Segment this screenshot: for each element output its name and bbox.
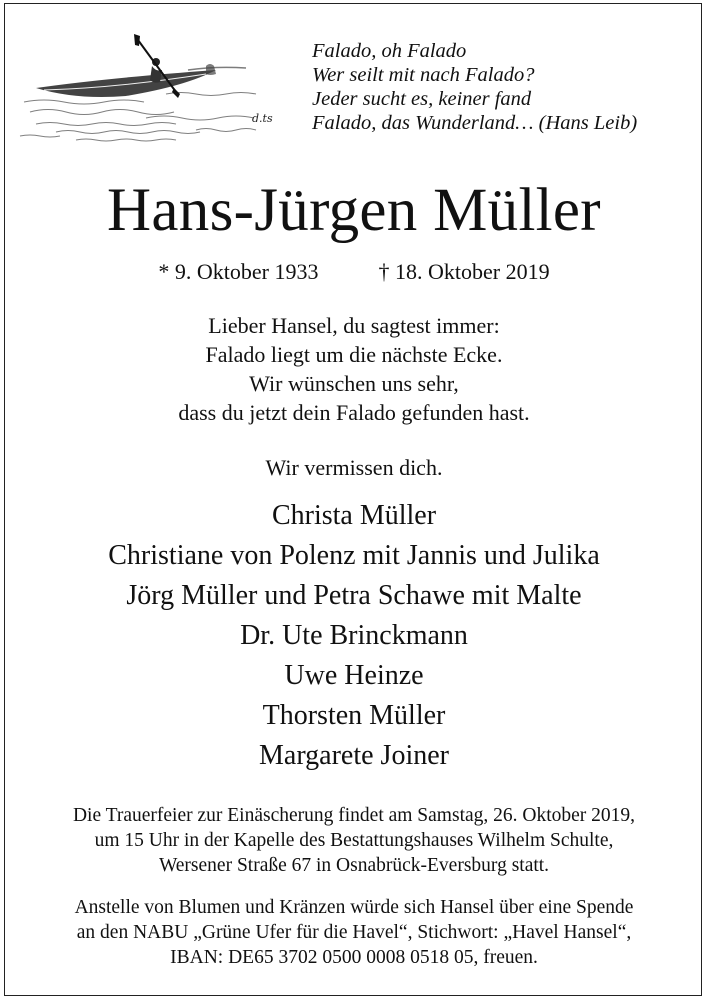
artist-signature: d.ts xyxy=(252,112,273,125)
mourner-name: Thorsten Müller xyxy=(262,700,446,731)
poem-line: Jeder sucht es, keiner fand xyxy=(312,88,532,110)
mourner-name: Christiane von Polenz mit Jannis und Julika xyxy=(108,540,600,571)
donation-line: an den NABU „Grüne Ufer für die Havel“, Stichwort: „Havel Hansel“, xyxy=(76,922,632,943)
death-date: † 18. Oktober 2019 xyxy=(378,259,550,284)
life-dates xyxy=(0,258,708,286)
birth-date: * 9. Oktober 1933 xyxy=(158,259,319,284)
quote-line: Lieber Hansel, du sagtest immer: xyxy=(208,313,500,338)
mourner-name: Uwe Heinze xyxy=(284,660,424,691)
miss-you-text: Wir vermissen dich. xyxy=(265,455,443,480)
poem-line: Falado, oh Falado xyxy=(312,40,467,62)
kayak-sketch-icon xyxy=(16,30,278,150)
mourner-name: Christa Müller xyxy=(271,500,437,531)
service-line: Wersener Straße 67 in Osnabrück-Eversburg statt. xyxy=(158,855,550,876)
quote-line: dass du jetzt dein Falado gefunden hast. xyxy=(178,400,530,425)
mourner-name: Margarete Joiner xyxy=(259,740,449,771)
mourners-list xyxy=(0,496,708,776)
service-line: Die Trauerfeier zur Einäscherung findet am Samstag, 26. Oktober 2019, xyxy=(72,805,636,826)
quote-line: Falado liegt um die nächste Ecke. xyxy=(205,342,503,367)
farewell-quote xyxy=(0,311,708,427)
poem-block xyxy=(312,39,702,135)
poem-line: Wer seilt mit nach Falado? xyxy=(312,64,535,86)
quote-line: Wir wünschen uns sehr, xyxy=(249,371,459,396)
mourner-name: Jörg Müller und Petra Schawe mit Malte xyxy=(126,580,582,611)
funeral-service-info xyxy=(0,803,708,878)
poem-line: Falado, das Wunderland… (Hans Leib) xyxy=(312,112,638,134)
mourner-name: Dr. Ute Brinckmann xyxy=(240,620,468,651)
donation-line: Anstelle von Blumen und Kränzen würde sich Hansel über eine Spende xyxy=(74,897,634,918)
deceased-name: Hans-Jürgen Müller xyxy=(107,177,601,244)
donation-line: IBAN: DE65 3702 0500 0008 0518 05, freuen. xyxy=(170,947,538,968)
service-line: um 15 Uhr in der Kapelle des Bestattungshauses Wilhelm Schulte, xyxy=(94,830,614,851)
donation-info xyxy=(0,895,708,970)
